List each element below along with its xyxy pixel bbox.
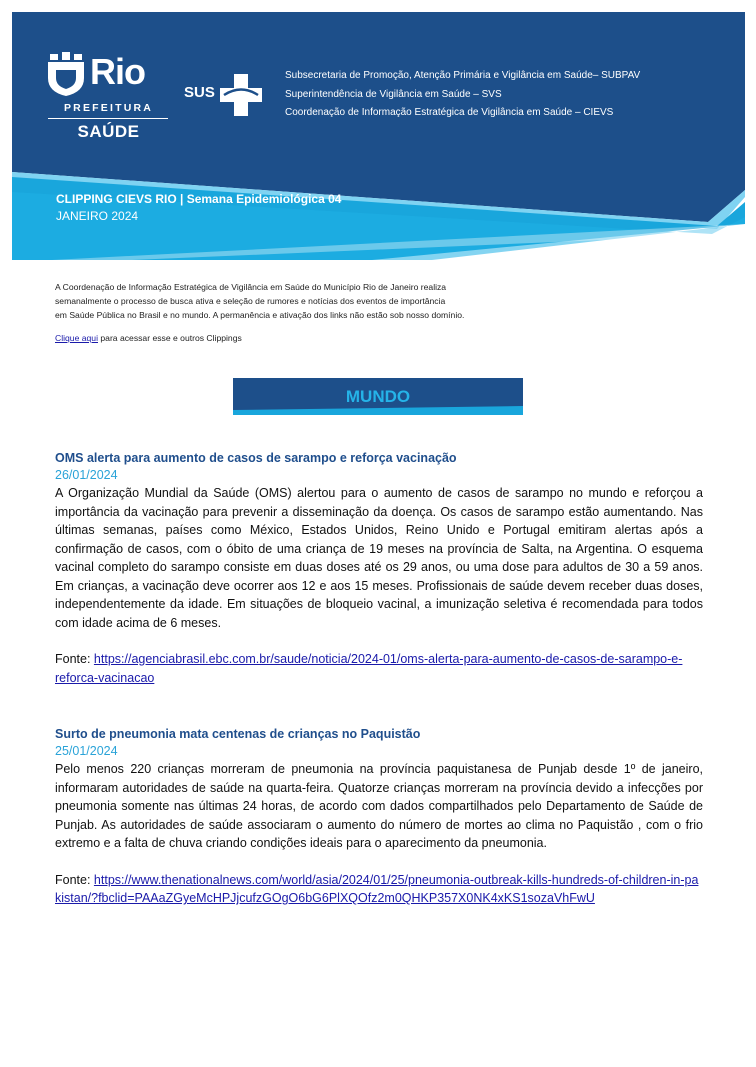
- clippings-link-line: [55, 333, 242, 343]
- article-body: Pelo menos 220 crianças morreram de pneumonia na província paquistanesa de Punjab desde 1º de janeiro, informaram autoridades de saúde na quarta-feira. Quatorze crianças morreram na província devido a infecções por pneumonia somente nas últimas 24 horas, de acordo com dados compartilhados pelo Departamento de Saúde de Punjab. As autoridades de saúde associaram o aumento do número de mortes ao clima no Paquistão , com o frio extremo e a falta de chuva criando condições ideais para o aparecimento da pneumonia.: [55, 762, 703, 850]
- article-sarampo: [55, 450, 703, 687]
- intro-line: em Saúde Pública no Brasil e no mundo. A permanência e ativação dos links não estão sob nosso domínio.: [55, 310, 465, 320]
- organization-lines: [285, 67, 640, 123]
- article-body: A Organização Mundial da Saúde (OMS) alertou para o aumento de casos de sarampo no mundo e reforçou a importância da vacinação para prevenir a disseminação da doença. Os casos de sarampo estão aumentando. Nas últimas semanas, países como México, Estados Unidos, Reino Unido e Portugal emitiram alertas após a confirmação de casos, com o óbito de uma criança de 19 meses na província de Salta, na Argentina. O esquema vacinal completo do sarampo consiste em duas doses até os 29 anos, ou uma dose para adultos de 30 a 59 anos. Em crianças, a vacinação deve ocorrer aos 12 e aos 15 meses. Profissionais de saúde devem receber duas doses, independentemente da idade. Em situações de bloqueio vacinal, a imunização seletiva é recomendada para todos com idade acima de 6 meses.: [55, 486, 703, 630]
- clipping-date: JANEIRO 2024: [56, 209, 139, 223]
- article-source: [55, 650, 703, 687]
- city-crest-icon: [46, 52, 86, 96]
- article-title: OMS alerta para aumento de casos de sarampo e reforça vacinação: [55, 451, 457, 465]
- source-label: Fonte:: [55, 652, 94, 666]
- source-label: Fonte:: [55, 872, 94, 887]
- intro-paragraph: [55, 280, 575, 322]
- clippings-link-suffix: para acessar esse e outros Clippings: [98, 333, 242, 343]
- org-line-svs: Superintendência de Vigilância em Saúde – SVS: [285, 88, 502, 100]
- intro-line: A Coordenação de Informação Estratégica de Vigilância em Saúde do Município Rio de Janeiro realiza: [55, 282, 447, 292]
- article-pneumonia: [55, 726, 703, 908]
- source-link[interactable]: https://www.thenationalnews.com/world/asia/2024/01/25/pneumonia-outbreak-kills-hundreds-of-children-in-pakistan/?fbclid=PAAaZGyeMcHPJjcufzGOgO6bG6PlXQOfz2m0QHKP357X0NK4xKS1sozaVhFwU: [55, 872, 699, 905]
- org-line-cievs: Coordenação de Informação Estratégica de Vigilância em Saúde – CIEVS: [285, 107, 614, 118]
- logo-prefeitura-text: PREFEITURA: [63, 102, 154, 114]
- clipping-title: CLIPPING CIEVS RIO | Semana Epidemiológica 04: [56, 192, 342, 206]
- sus-cross-icon: [220, 74, 262, 116]
- section-title: MUNDO: [345, 387, 411, 406]
- logo-divider: [48, 118, 168, 119]
- article-date: 26/01/2024: [55, 468, 118, 482]
- header-banner: [12, 12, 745, 260]
- article-title: Surto de pneumonia mata centenas de crianças no Paquistão: [55, 727, 421, 741]
- intro-line: semanalmente o processo de busca ativa e seleção de rumores e notícias dos eventos de importância: [55, 296, 446, 306]
- article-source: [55, 871, 703, 908]
- org-line-subpav: Subsecretaria de Promoção, Atenção Primária e Vigilância em Saúde– SUBPAV: [285, 70, 641, 81]
- article-date: 25/01/2024: [55, 744, 118, 758]
- logo-rio-text: Rio: [90, 51, 145, 92]
- clique-aqui-link[interactable]: Clique aqui: [55, 333, 98, 343]
- sus-logo-text: SUS: [184, 84, 215, 101]
- rio-prefeitura-logo: [46, 52, 171, 157]
- source-link[interactable]: https://agenciabrasil.ebc.com.br/saude/noticia/2024-01/oms-alerta-para-aumento-de-casos-de-sarampo-e-reforca-vacinacao: [55, 652, 683, 685]
- section-banner-mundo: [233, 378, 523, 415]
- logo-saude-text: SAÚDE: [77, 122, 140, 141]
